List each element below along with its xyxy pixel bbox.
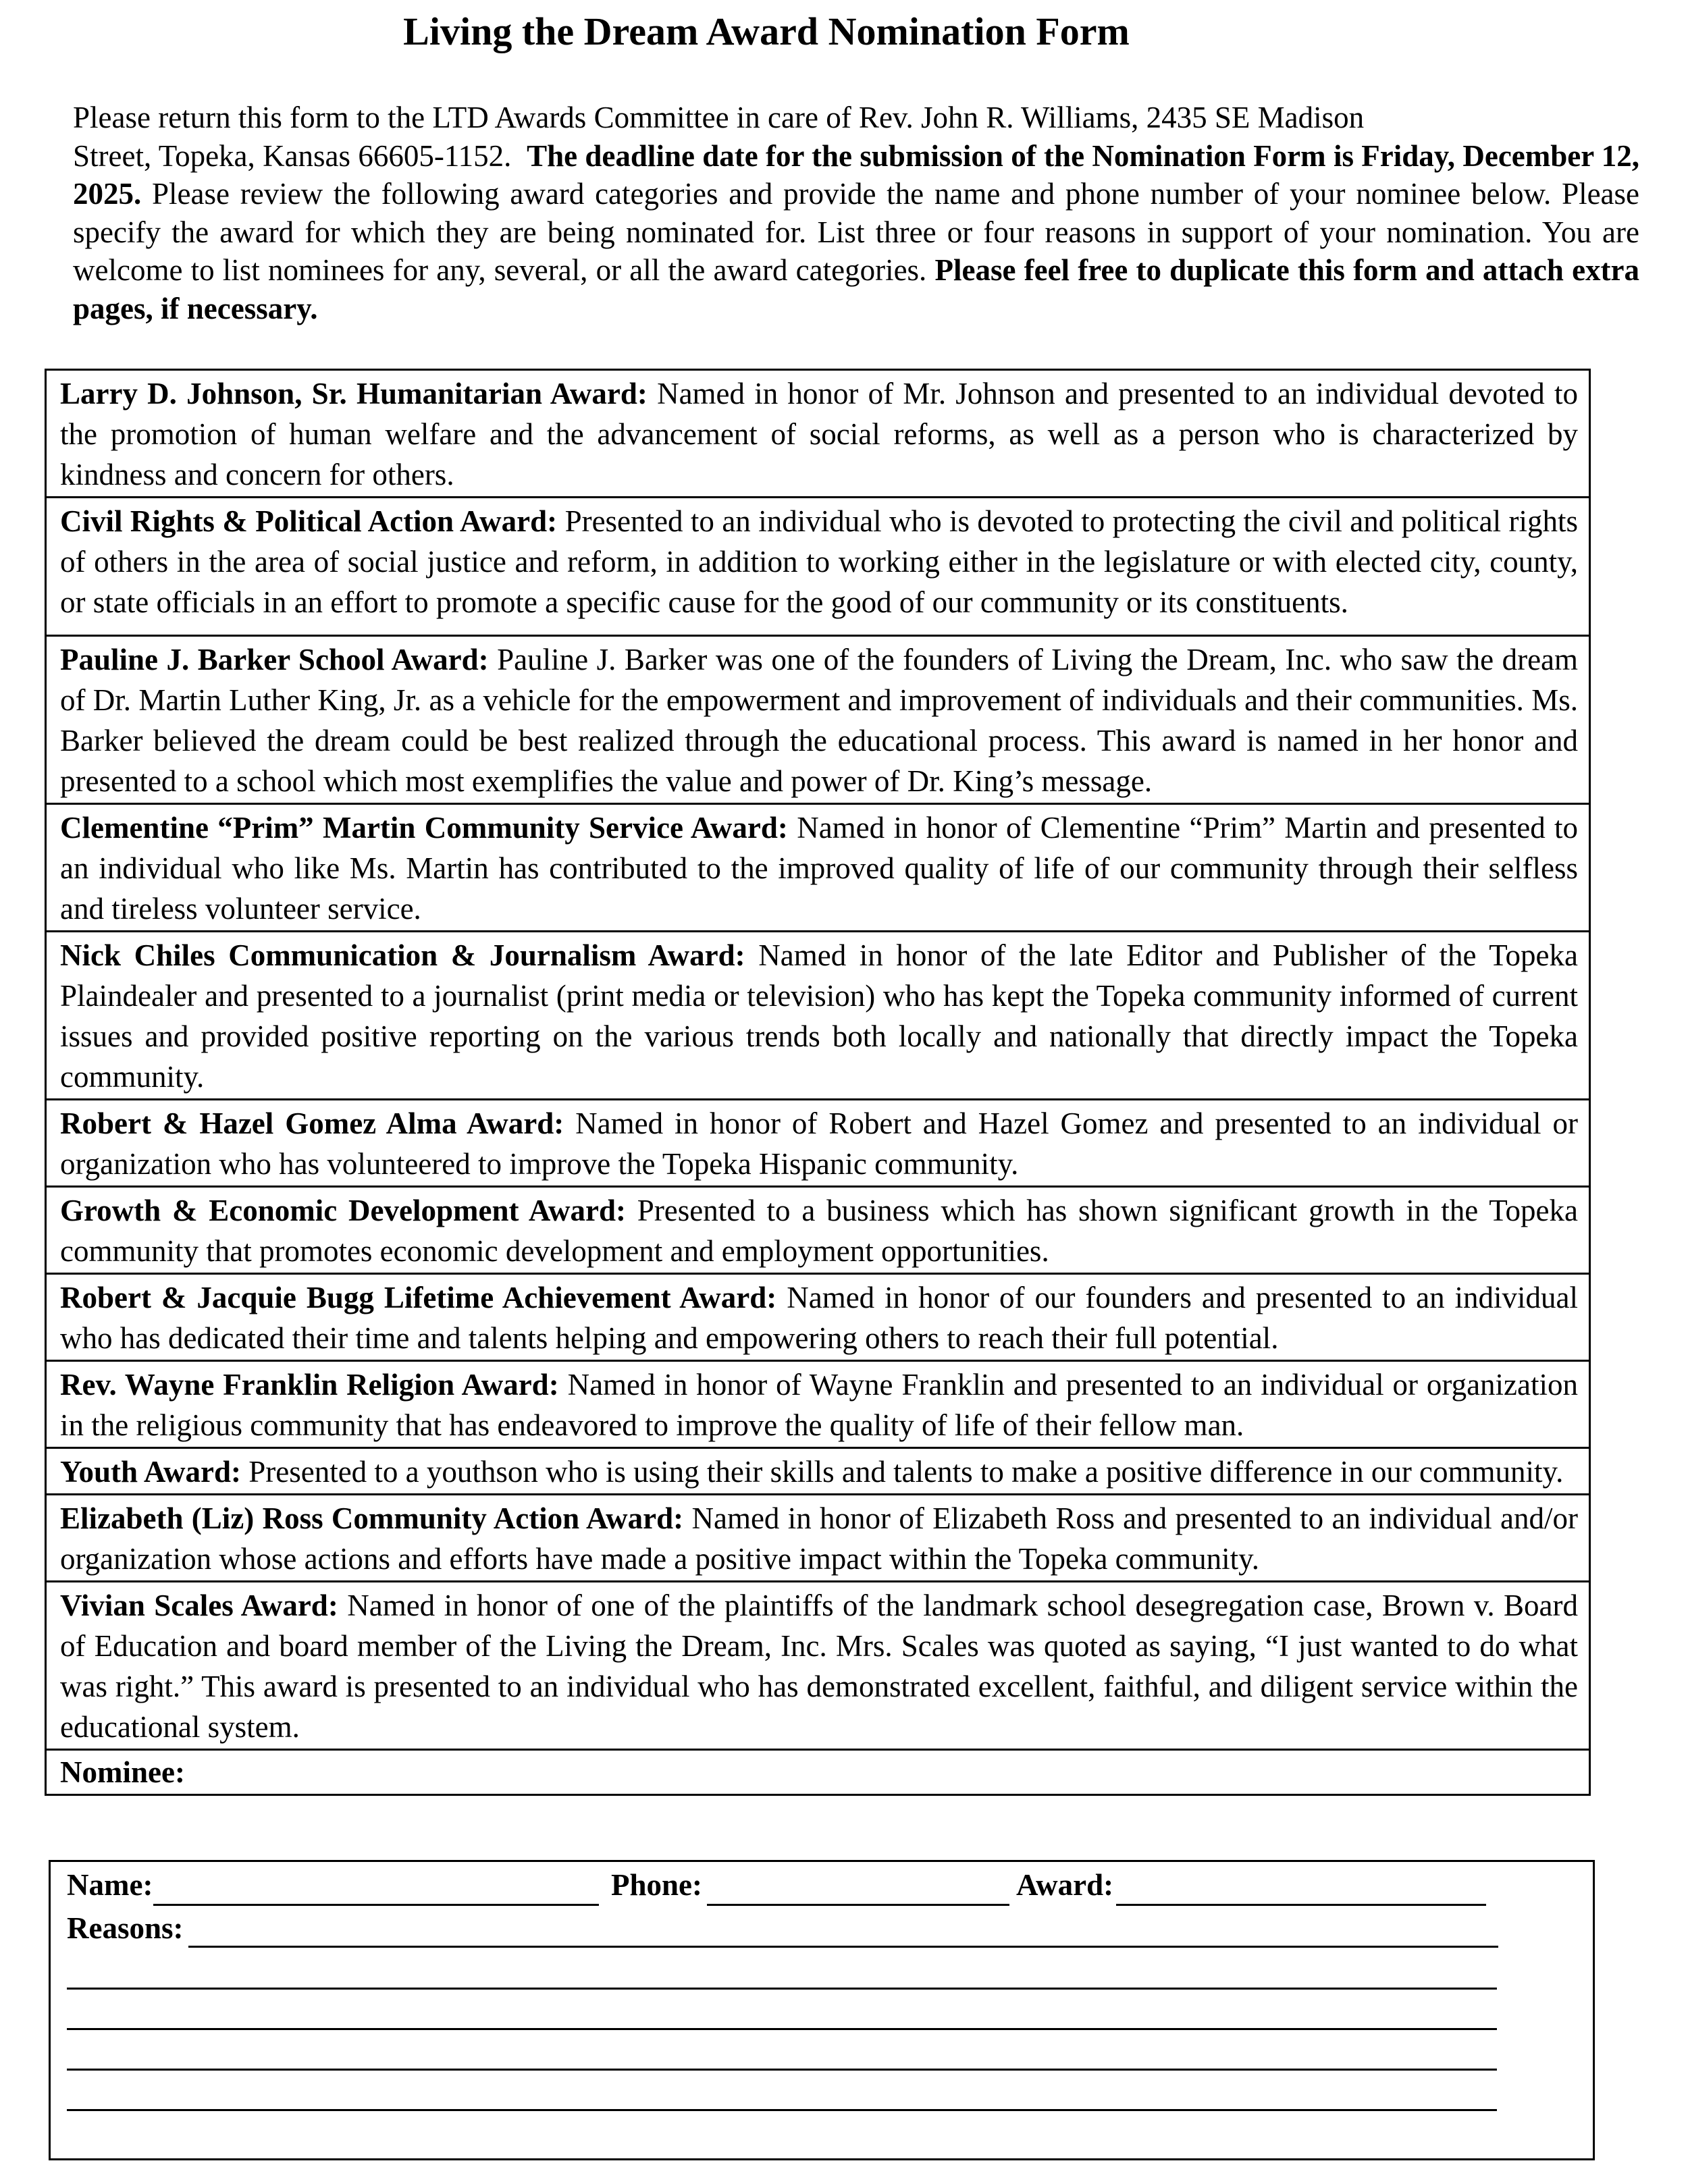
award-name: Civil Rights & Political Action Award: (60, 504, 558, 538)
award-row (47, 1449, 1589, 1495)
nominee-heading: Nominee: (60, 1755, 185, 1789)
reasons-line[interactable] (67, 2109, 1497, 2111)
reasons-field[interactable] (188, 1946, 1498, 1948)
award-row (47, 805, 1589, 932)
award-name: Youth Award: (60, 1455, 241, 1489)
deadline-notice: The deadline date for the submission of the Nomination Form is Friday, December 12, 2025. (73, 138, 1639, 211)
reasons-line[interactable] (67, 2069, 1497, 2071)
reasons-label: Reasons: (67, 1911, 184, 1945)
award-description: Named in honor of Elizabeth Ross and presented to an individual and/or organization whose actions and efforts have made a positive impact within the Topeka community. (60, 1501, 1578, 1576)
award-row (47, 1188, 1589, 1275)
award-row (47, 371, 1589, 498)
award-description: Named in honor of our founders and presented to an individual who has dedicated their time and talents helping and empowering others to reach their full potential. (60, 1281, 1579, 1355)
phone-field[interactable] (707, 1904, 1009, 1906)
instructions-paragraph (73, 99, 1639, 327)
award-name: Rev. Wayne Franklin Religion Award: (60, 1368, 559, 1402)
award-name: Larry D. Johnson, Sr. Humanitarian Award: (60, 377, 648, 410)
award-name: Elizabeth (Liz) Ross Community Action Award: (60, 1501, 684, 1535)
award-description: Presented to a youthson who is using their skills and talents to make a positive difference in our community. (248, 1455, 1564, 1489)
award-name: Nick Chiles Communication & Journalism Award: (60, 938, 745, 972)
reasons-line[interactable] (67, 1988, 1497, 1990)
phone-label: Phone: (611, 1868, 702, 1902)
award-row (47, 1362, 1589, 1449)
award-description: Named in honor of the late Editor and Publisher of the Topeka Plaindealer and presented to a journalist (print media or television) who has kept the Topeka community informed of current issues and provided positive reporting on the various trends both locally and nationally that directly impact the Topeka community. (60, 938, 1578, 1094)
duplicate-notice: Please feel free to duplicate this form and attach extra pages, if necessary. (73, 253, 1639, 325)
award-row (47, 1495, 1589, 1582)
award-name: Pauline J. Barker School Award: (60, 643, 489, 676)
instructions-address: Street, Topeka, Kansas 66605-1152. (73, 138, 512, 173)
award-row (47, 498, 1589, 637)
award-row (47, 637, 1589, 805)
instructions-body: Please review the following award categories and provide the name and phone number of your nominee below. Please specify the award for which they are being nominated for. List three or four reasons in support of your nomination. You are welcome to list nominees for any, several, or all the award categories. (73, 177, 1640, 287)
award-row (47, 1100, 1589, 1188)
award-name: Robert & Jacquie Bugg Lifetime Achievement Award: (60, 1281, 777, 1314)
award-name: Robert & Hazel Gomez Alma Award: (60, 1107, 564, 1140)
award-row (47, 932, 1589, 1100)
award-description: Pauline J. Barker was one of the founders of Living the Dream, Inc. who saw the dream of Dr. Martin Luther King, Jr. as a vehicle for the empowerment and improvement of individuals and their communities. Ms. Barker believed the dream could be best realized through the educational process. This award is named in her honor and presented to a school which most exemplifies the value and power of Dr. King’s message. (60, 643, 1579, 798)
award-description: Named in honor of one of the plaintiffs of the landmark school desegregation case, Brown v. Board of Education and board member of the Living the Dream, Inc. Mrs. Scales was quoted as saying, “I just wanted to do what was right.” This award is presented to an individual who has demonstrated excellent, faithful, and diligent service within the educational system. (60, 1589, 1578, 1744)
award-description: Presented to an individual who is devoted to protecting the civil and political rights of others in the area of social justice and reform, in addition to working either in the legislature or with elected city, county, or state officials in an effort to promote a specific cause for the good of our community or its constituents. (60, 504, 1578, 619)
award-name: Vivian Scales Award: (60, 1589, 338, 1622)
award-description: Named in honor of Mr. Johnson and presented to an individual devoted to the promotion of human welfare and the advancement of social reforms, as well as a person who is characterized by kindness and concern for others. (60, 377, 1578, 491)
award-categories-table (45, 369, 1591, 1796)
page-title: Living the Dream Award Nomination Form (403, 9, 1130, 53)
award-description: Named in honor of Wayne Franklin and presented to an individual or organization in the religious community that has endeavored to improve the quality of life of their fellow man. (60, 1368, 1579, 1442)
reasons-line[interactable] (67, 2028, 1497, 2030)
award-label: Award: (1016, 1868, 1114, 1902)
instructions-line-1: Please return this form to the LTD Awards Committee in care of Rev. John R. Williams, 2435 SE Madison (73, 101, 1365, 134)
award-description: Named in honor of Clementine “Prim” Martin and presented to an individual who like Ms. Martin has contributed to the improved quality of life of our community through their selfless and tireless volunteer service. (60, 811, 1579, 926)
name-label: Name: (67, 1868, 153, 1902)
award-name: Growth & Economic Development Award: (60, 1194, 626, 1227)
award-description: Named in honor of Robert and Hazel Gomez and presented to an individual or organization who has volunteered to improve the Topeka Hispanic community. (60, 1107, 1578, 1181)
nominee-entry-box (49, 1860, 1595, 2160)
name-field[interactable] (153, 1904, 599, 1906)
award-name: Clementine “Prim” Martin Community Service Award: (60, 811, 788, 845)
award-row (47, 1275, 1589, 1362)
award-row (47, 1582, 1589, 1751)
award-description: Presented to a business which has shown significant growth in the Topeka community that promotes economic development and employment opportunities. (60, 1194, 1578, 1268)
award-field[interactable] (1116, 1904, 1486, 1906)
